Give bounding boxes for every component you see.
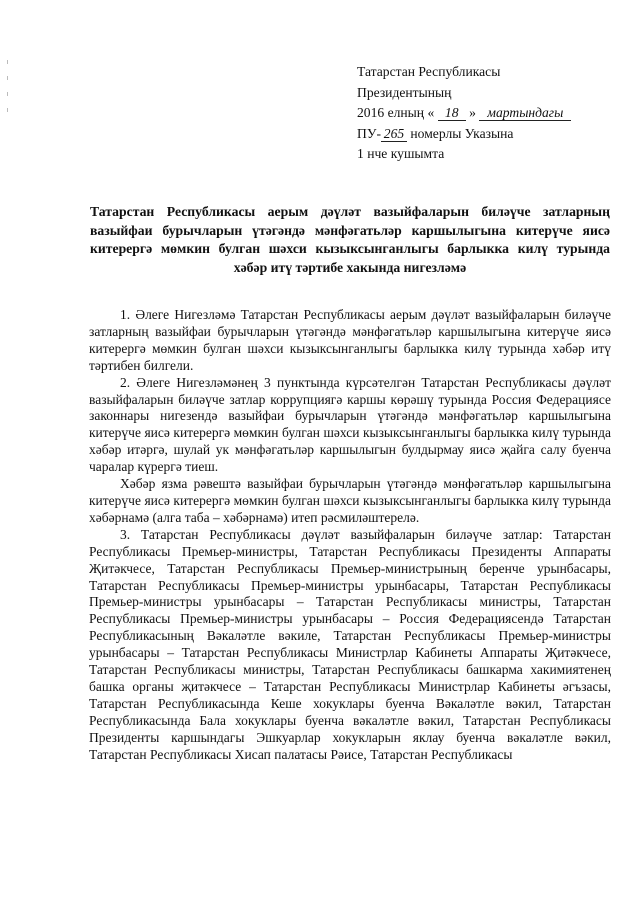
approval-year-prefix: 2016 елның « [357, 105, 435, 120]
approval-line-president: Президентының [357, 84, 452, 100]
approval-order-line [357, 124, 571, 145]
document-title: Татарстан Республикасы аерым дәүләт вазыйфаларын биләүче затларның вазыйфаи бурычларын үтәгәндә мәнфәгатьләр каршылыгына китерүче яисә китерергә мөмкин булган шәхси кызыксынганлыгы барлыкка килү турында хәбәр итү тәртибе хакында нигезләмә [90, 204, 610, 275]
document-body [89, 307, 611, 763]
approval-order-number-field: 265 [381, 126, 407, 142]
approval-attachment-label: 1 нче кушымта [357, 146, 445, 161]
approval-day-field: 18 [438, 105, 466, 121]
approval-stamp-block [357, 62, 571, 165]
approval-order-suffix: номерлы Указына [410, 125, 514, 141]
approval-line-republic: Татарстан Республикасы [357, 64, 501, 79]
paragraph-1: 1. Әлеге Нигезләмә Татарстан Республикасы аерым дәүләт вазыйфаларын биләүче затларның вазыйфаи бурычларын үтәгәндә мәнфәгатьләр каршылыгына китерүче яисә китерергә мөмкин булган шәхси кызыксынганлыгы барлыкка килү турында хәбәр итү тәртибен билгели. [89, 307, 611, 373]
paragraph-2-continued: Хәбәр язма рәвештә вазыйфаи бурычларын үтәгәндә мәнфәгатьләр каршылыгына китерүче яисә китерергә мөмкин булган шәхси кызыксынганлыгы барлыкка килү турында хәбәрнамә (алга таба – хәбәрнамә) итеп рәсмиләштерелә. [89, 476, 611, 525]
approval-date-line [357, 103, 571, 124]
approval-day-suffix: » [469, 105, 476, 120]
paragraph-3: 3. Татарстан Республикасы дәүләт вазыйфаларын биләүче затлар: Татарстан Республикасы Премьер-министры, Татарстан Республикасы Президенты Аппараты Җитәкчесе, Татарстан Республикасы Премьер-министрының беренче урынбасары, Татарстан Республикасы Премьер-министры урынбасары, Татарстан Республикасы Премьер-министры урынбасары – Татарстан Республикасы министры, Татарстан Республикасы Премьер-министры урынбасары – Россия Федерациясендә Татарстан Республикасының Вәкаләтле вәкиле, Татарстан Республикасы Премьер-министры урынбасары – Татарстан Республикасы Министрлар Кабинеты Аппараты Җитәкчесе, Татарстан Республикасы министры, Татарстан Республикасы башкарма хакимиятенең башка органы җитәкчесе – Татарстан Республикасы Министрлар Кабинеты әгъзасы, Татарстан Республикасында Кеше хокуклары буенча Вәкаләтле вәкил, Татарстан Республикасында Бала хокуклары буенча вәкаләтле вәкил, Татарстан Республикасы Президенты каршындагы Эшкуарлар хокукларын яклау буенча вәкаләтле вәкил, Татарстан Республикасы Хисап палатасы Рәисе, Татарстан Республикасы [89, 526, 611, 762]
paragraph-2: 2. Әлеге Нигезләмәнең 3 пунктында күрсәтелгән Татарстан Республикасы дәүләт вазыйфаларын биләүче затлар коррупциягә каршы көрәшү турында Россия Федерациясе законнары нигезендә вазыйфаи бурычларын үтәгәндә мәнфәгатьләр каршылыгына китерүче яисә китерергә мөмкин булган шәхси кызыксынганлыгы барлыкка килү турында хәбәр итәргә, шулай ук мәнфәгатьләр каршылыгын булдырмау яисә җайга салу буенча чаралар күрергә тиеш. [89, 374, 611, 475]
approval-month-field: мартындагы [479, 105, 571, 121]
approval-order-prefix: ПУ- [357, 125, 381, 141]
margin-punch-marks [7, 60, 8, 124]
